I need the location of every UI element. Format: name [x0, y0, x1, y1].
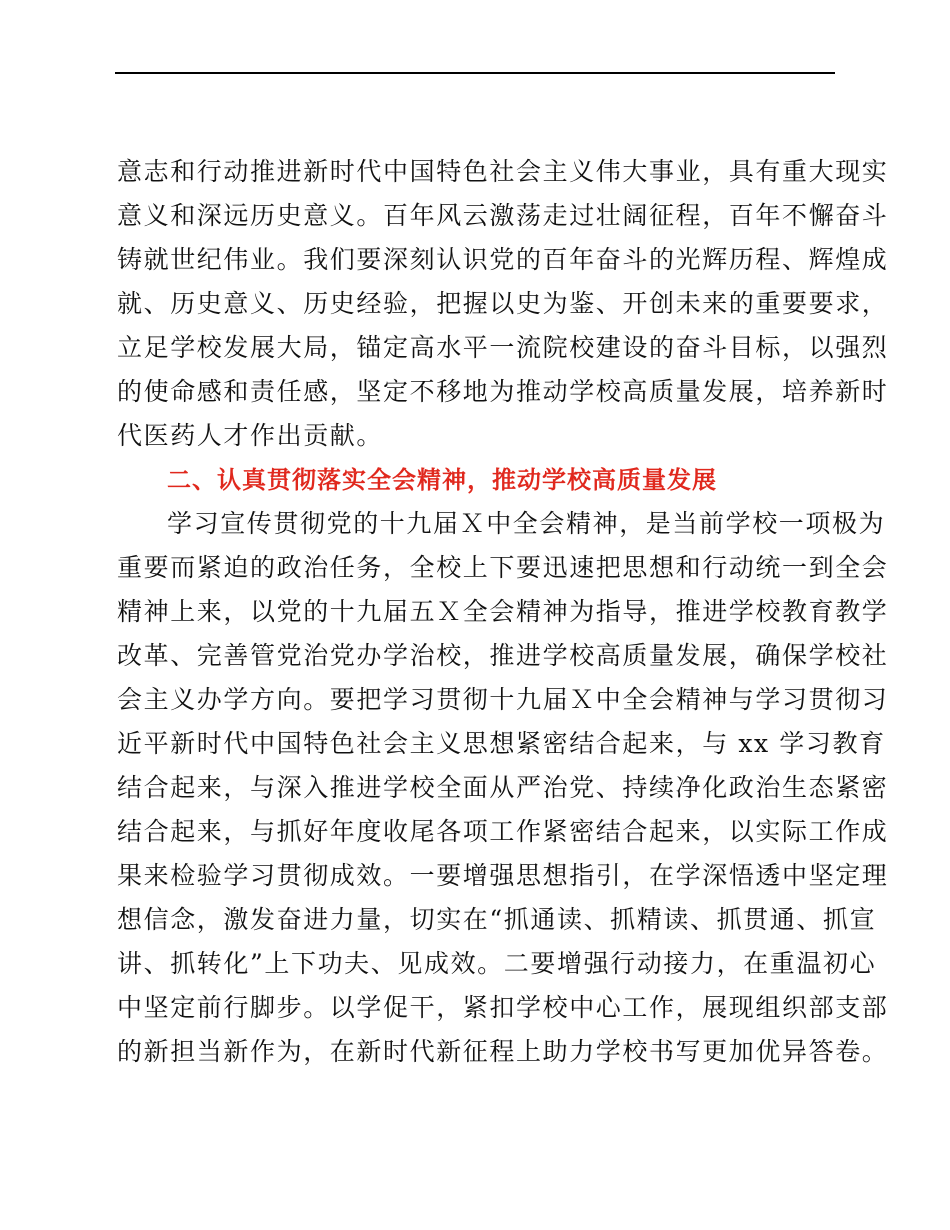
- paragraph-line: 就、历史意义、历史经验，把握以史为鉴、开创未来的重要要求，: [117, 289, 889, 318]
- paragraph-line: 意义和深远历史意义。百年风云激荡走过壮阔征程，百年不懈奋斗: [117, 201, 889, 230]
- paragraph-line: 重要而紧迫的政治任务，全校上下要迅速把思想和行动统一到全会: [117, 553, 889, 582]
- paragraph-line: 学习宣传贯彻党的十九届Ｘ中全会精神，是当前学校一项极为: [167, 509, 886, 538]
- paragraph-line: 结合起来，与深入推进学校全面从严治党、持续净化政治生态紧密: [117, 773, 889, 802]
- paragraph-1: [117, 150, 889, 458]
- paragraph-line: 中坚定前行脚步。以学促干，紧扣学校中心工作，展现组织部支部: [117, 993, 889, 1022]
- paragraph-line: 精神上来，以党的十九届五Ｘ全会精神为指导，推进学校教育教学: [117, 597, 889, 626]
- paragraph-line: 讲、抓转化”上下功夫、见成效。二要增强行动接力，在重温初心: [117, 949, 877, 978]
- paragraph-line: 会主义办学方向。要把学习贯彻十九届Ｘ中全会精神与学习贯彻习: [117, 685, 889, 714]
- paragraph-line: 的使命感和责任感，坚定不移地为推动学校高质量发展，培养新时: [117, 377, 889, 406]
- paragraph-line: 意志和行动推进新时代中国特色社会主义伟大事业，具有重大现实: [117, 157, 889, 186]
- paragraph-line: 的新担当新作为，在新时代新征程上助力学校书写更加优异答卷。: [117, 1037, 889, 1066]
- paragraph-2: [117, 502, 889, 1074]
- paragraph-line: 代医药人才作出贡献。: [117, 421, 384, 450]
- header-rule: [115, 72, 835, 74]
- paragraph-line: 改革、完善管党治党办学治校，推进学校高质量发展，确保学校社: [117, 641, 889, 670]
- paragraph-line: 果来检验学习贯彻成效。一要增强思想指引，在学深悟透中坚定理: [117, 861, 889, 890]
- paragraph-line: 立足学校发展大局，锚定高水平一流院校建设的奋斗目标，以强烈: [117, 333, 889, 362]
- paragraph-line: 铸就世纪伟业。我们要深刻认识党的百年奋斗的光辉历程、辉煌成: [117, 245, 889, 274]
- paragraph-line: 结合起来，与抓好年度收尾各项工作紧密结合起来，以实际工作成: [117, 817, 889, 846]
- document-body: [117, 150, 889, 1074]
- paragraph-line: 近平新时代中国特色社会主义思想紧密结合起来，与 xx 学习教育: [117, 729, 886, 758]
- paragraph-line: 想信念，激发奋进力量，切实在“抓通读、抓精读、抓贯通、抓宣: [117, 905, 877, 934]
- section-heading: 二、认真贯彻落实全会精神，推动学校高质量发展: [167, 466, 717, 494]
